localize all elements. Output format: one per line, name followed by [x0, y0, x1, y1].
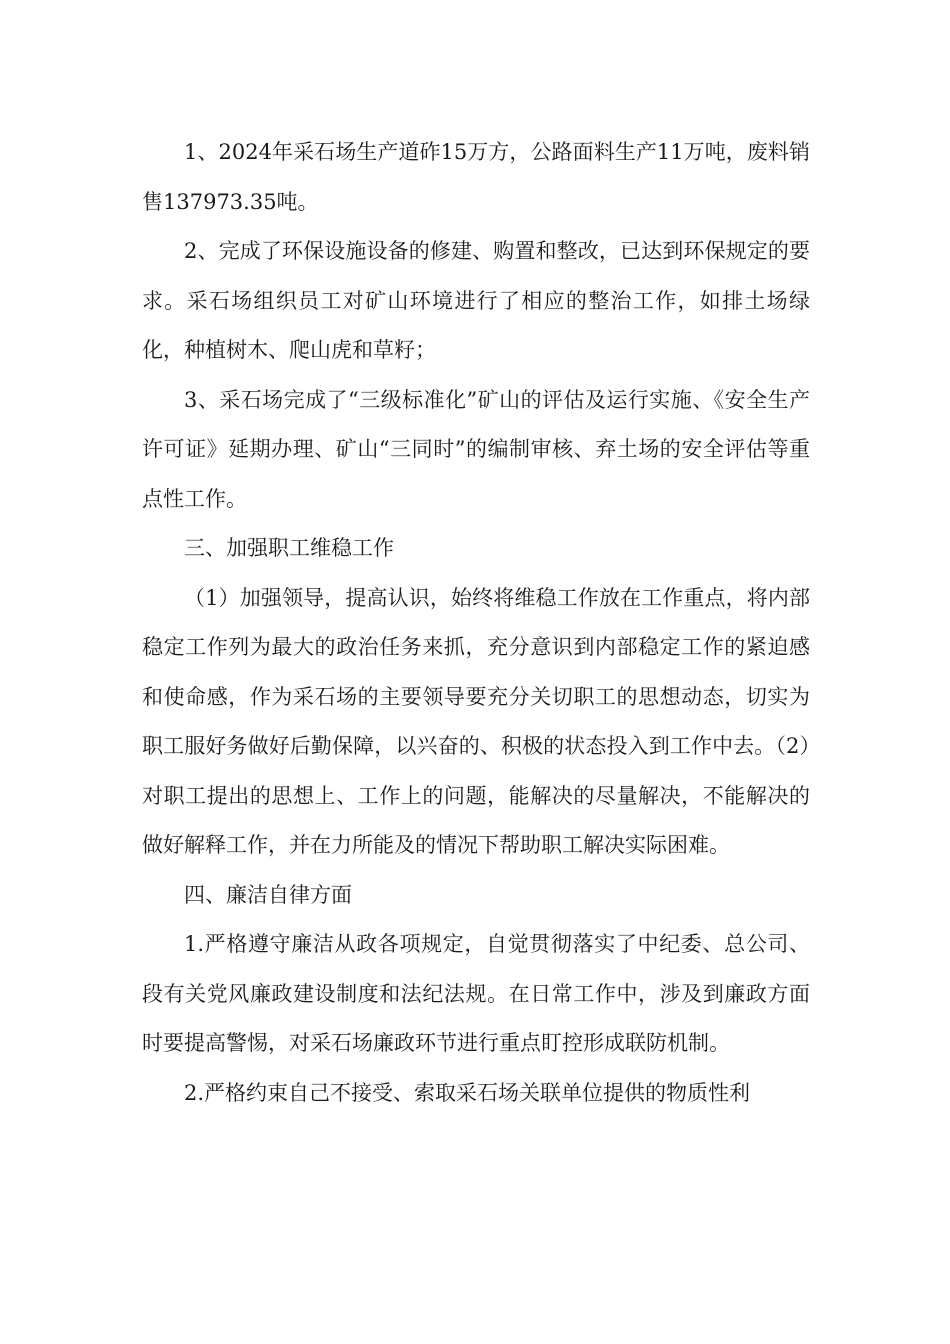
paragraph-production-figures: 1、2024年采石场生产道砟15万方，公路面料生产11万吨，废料销售137973.35吨。	[142, 140, 810, 214]
document-body	[142, 128, 810, 1118]
paragraph-environmental-protection: 2、完成了环保设施设备的修建、购置和整改，已达到环保规定的要求。采石场组织员工对矿山环境进行了相应的整治工作，如排土场绿化，种植树木、爬山虎和草籽；	[142, 239, 810, 362]
section-heading-staff-stability: 三、加强职工维稳工作	[184, 536, 394, 560]
paragraph-integrity-self-discipline: 2.严格约束自己不接受、索取采石场关联单位提供的物质性利	[184, 1080, 751, 1105]
paragraph-integrity-rules: 1.严格遵守廉洁从政各项规定，自觉贯彻落实了中纪委、总公司、段有关党风廉政建设制度和法纪法规。在日常工作中，涉及到廉政方面时要提高警惕，对采石场廉政环节进行重点盯控形成联防机制。	[142, 932, 810, 1055]
section-heading-integrity: 四、廉洁自律方面	[184, 882, 352, 907]
paragraph-staff-stability: （1）加强领导，提高认识，始终将维稳工作放在工作重点，将内部稳定工作列为最大的政治任务来抓，充分意识到内部稳定工作的紧迫感和使命感，作为采石场的主要领导要充分关切职工的思想动态，切实为职工服好务做好后勤保障，以兴奋的、积极的状态投入到工作中去。（2）对职工提出的思想上、工作上的问题，能解决的尽量解决，不能解决的做好解释工作，并在力所能及的情况下帮助职工解决实际困难。	[142, 585, 810, 857]
paragraph-standardization-work: 3、采石场完成了“三级标准化”矿山的评估及运行实施、《安全生产许可证》延期办理、矿山“三同时”的编制审核、弃土场的安全评估等重点性工作。	[142, 387, 810, 511]
